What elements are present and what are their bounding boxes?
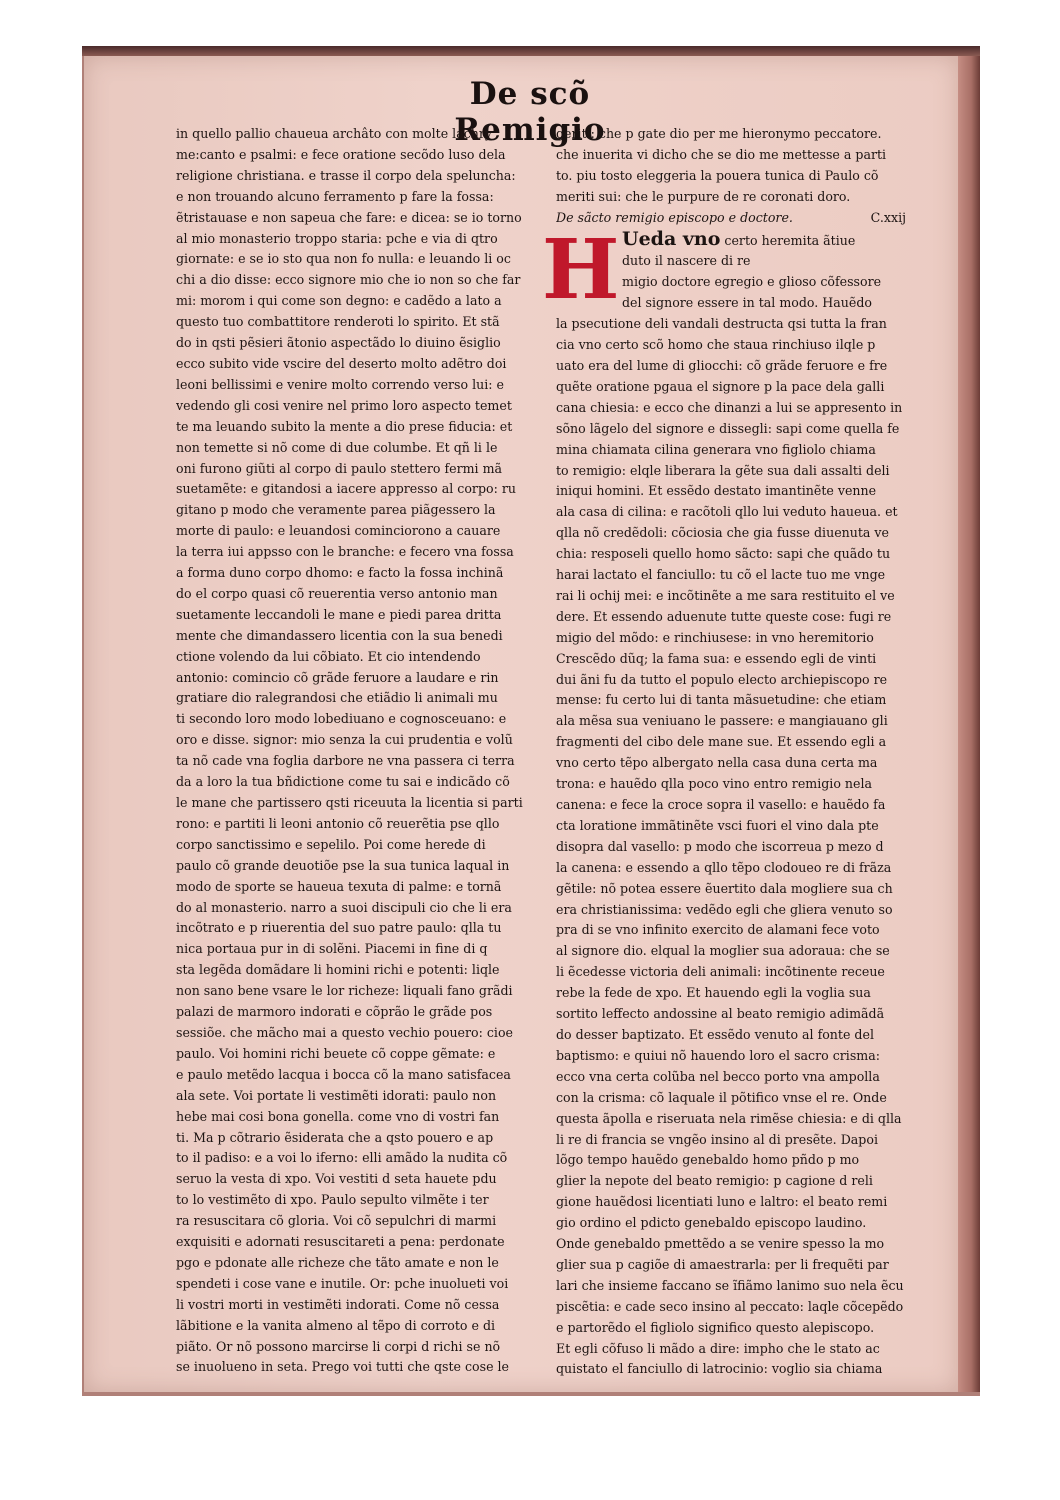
- text-line: quistato el fanciullo di latrocinio: voglio sia chiama: [556, 1361, 883, 1377]
- text-line: piãto. Or nõ possono marcirse li corpi d richi se nõ: [176, 1338, 501, 1354]
- text-line: ala sete. Voi portate li vestimẽti idorati: paulo non: [176, 1087, 497, 1103]
- text-line: ctione volendo da lui cõbiato. Et cio intendendo: [176, 648, 481, 664]
- text-line: gione hauẽdosi licentiati luno e laltro: el beato remi: [556, 1194, 888, 1210]
- text-line: Onde genebaldo pmettẽdo a se venire spesso la mo: [556, 1236, 885, 1252]
- text-line: Et egli cõfuso li mãdo a dire: impho che le stato ac: [556, 1340, 880, 1356]
- running-header: De scõ Remigio: [454, 76, 606, 148]
- text-line: oni furono giũti al corpo di paulo stettero fermi mã: [176, 460, 503, 476]
- opening-line-2: duto il nascere di re: [622, 253, 751, 269]
- text-line: sortito leffecto andossine al beato remigio adimãdã: [556, 1006, 885, 1022]
- text-line: non sano bene vsare le lor richeze: liquali fano grãdi: [176, 983, 513, 999]
- text-line: lãbitione e la vanita almeno al tẽpo di corroto e di: [176, 1317, 496, 1333]
- text-line: le mane che partissero qsti riceuuta la licentia si parti: [176, 795, 523, 810]
- left-column: [176, 124, 526, 1378]
- text-line: era christianissima: vedẽdo egli che gliera venuto so: [556, 901, 893, 917]
- text-line: dui ãni fu da tutto el populo electo archiepiscopo re: [556, 671, 888, 687]
- text-line: spendeti i cose vane e inutile. Or: pche inuolueti voi: [176, 1275, 509, 1291]
- text-line: se inuolueno in seta. Prego voi tutti che qste cose le: [176, 1359, 510, 1375]
- text-line: da a loro la tua bñdictione come tu sai e indicãdo cõ: [176, 774, 510, 790]
- text-line: rai li ochij mei: e incõtinẽte a me sara restituito el ve: [556, 587, 895, 603]
- text-line: glier la nepote del beato remigio: p cagione d reli: [556, 1173, 873, 1189]
- text-line: gratiare dio ralegrandosi che etiãdio li animali mu: [176, 690, 498, 706]
- text-line: questo tuo combattitore renderoti lo spirito. Et stã: [176, 314, 500, 330]
- right-column: [542, 124, 906, 1380]
- text-line: ti. Ma p cõtrario ẽsiderata che a qsto pouero e ap: [176, 1129, 494, 1145]
- text-line: seruo la vesta di xpo. Voi vestiti d seta hauete pdu: [176, 1171, 497, 1187]
- text-line: nica portaua pur in di solẽni. Piacemi in fine di q: [176, 941, 488, 957]
- text-line: morte di paulo: e leuandosi cominciorono a cauare: [176, 523, 501, 539]
- opening-line-4: del signore essere in tal modo. Hauẽdo: [622, 295, 872, 311]
- text-line: mi: morom i qui come son degno: e cadẽdo a lato a: [176, 293, 502, 309]
- text-line: rebe la fede de xpo. Et hauendo egli la voglia sua: [556, 985, 871, 1001]
- text-line: pgo e pdonate alle richeze che tãto amate e non le: [176, 1254, 499, 1270]
- text-line: iniqui homini. Et essẽdo destato imantinẽte venne: [556, 483, 877, 499]
- text-line: li vostri morti in vestimẽti indorati. Come nõ cessa: [176, 1296, 500, 1312]
- text-line: lari che insieme faccano se ĩfiãmo lanimo suo nela ẽcu: [556, 1277, 904, 1293]
- text-line: vno certo tẽpo albergato nella casa duna certa ma: [556, 755, 878, 771]
- text-line: religione christiana. e trasse il corpo dela speluncha:: [176, 167, 516, 183]
- text-line: sta legẽda domãdare li homini richi e potenti: liqle: [176, 962, 500, 978]
- drop-capital: H: [542, 221, 620, 318]
- text-line: cta loratione immãtinẽte vsci fuori el vino dala pte: [556, 817, 879, 833]
- text-line: fragmenti del cibo dele mane sue. Et essendo egli a: [556, 734, 887, 750]
- text-line: baptismo: e quiui nõ hauendo loro el sacro crisma:: [556, 1047, 880, 1063]
- text-line: qlla nõ credẽdoli: cõciosia che gia fusse diuenuta ve: [556, 525, 890, 541]
- text-line: ala casa di cilina: e racõtoli qllo lui veduto haueua. et: [556, 504, 898, 520]
- text-line: ẽtristauase e non sapeua che fare: e dicea: se io torno: [176, 209, 522, 225]
- text-line: me:canto e psalmi: e fece oratione secõdo luso dela: [176, 146, 506, 162]
- text-line: non temette si nõ come di due columbe. Et qñ li le: [176, 439, 498, 455]
- opening-tail-0: certo heremita ãtiue: [724, 232, 856, 248]
- text-line: con la crisma: cõ laquale il põtifico vnse el re. Onde: [556, 1089, 887, 1105]
- text-line: ti secondo loro modo lobediuano e cognosceuano: e: [176, 711, 507, 727]
- text-line: sessiõe. che mãcho mai a questo vechio pouero: cioe: [176, 1024, 513, 1040]
- text-line: questa ãpolla e riseruata nela rimẽse chiesia: e di qlla: [556, 1110, 902, 1126]
- text-line: exquisiti e adornati resuscitareti a pena: perdonate: [176, 1234, 505, 1250]
- text-line: to il padiso: e a voi lo iferno: elli amãdo la nudita cõ: [176, 1150, 508, 1166]
- text-line: dere. Et essendo aduenute tutte queste cose: fugi re: [556, 608, 892, 624]
- text-line: la terra iui appsso con le branche: e fecero vna fossa: [176, 544, 514, 560]
- chapter-number: C.xxij: [870, 209, 906, 225]
- text-line: suetamẽte: e gitandosi a iacere appresso al corpo: ru: [176, 481, 516, 497]
- text-line: do desser baptizato. Et essẽdo venuto al fonte del: [556, 1026, 874, 1042]
- text-line: rono: e partiti li leoni antonio cõ reuerẽtia pse qllo: [176, 815, 500, 831]
- text-line: te ma leuando subito la mente a dio prese fiducia: et: [176, 418, 513, 434]
- text-line: la canena: e essendo a qllo tẽpo clodoueo re di frãza: [556, 859, 892, 875]
- text-line: mense: fu certo lui di tanta mãsuetudine: che etiam: [556, 692, 887, 708]
- text-line: al signore dio. elqual la moglier sua adoraua: che se: [556, 943, 890, 959]
- text-line: li ẽcedesse victoria deli animali: incõtinente receue: [556, 964, 885, 980]
- text-line: canena: e fece la croce sopra il vasello: e hauẽdo fa: [556, 797, 886, 812]
- text-line: pra di se vno infinito exercito de alamani fece voto: [556, 922, 880, 938]
- text-line: in quello pallio chaueua archâto con molte lachry: [176, 126, 493, 141]
- text-line: paulo. Voi homini richi beuete cõ coppe gẽmate: e: [176, 1045, 496, 1061]
- text-line: mina chiamata cilina generara vno figliolo chiama: [556, 441, 876, 457]
- text-line: chi a dio disse: ecco signore mio che io non so che far: [176, 272, 521, 288]
- text-line: meriti sui: che le purpure de re coronati doro.: [556, 188, 851, 204]
- text-line: sõno lãgelo del signore e dissegli: sapi come quella fe: [556, 420, 900, 436]
- text-line: e partorẽdo el figliolo significo questo alepiscopo.: [556, 1319, 875, 1335]
- chapter-heading-text: De sãcto remigio episcopo e doctore.: [556, 209, 793, 225]
- text-line: vedendo gli cosi venire nel primo loro aspecto temet: [176, 397, 512, 413]
- text-line: geriti: che p gate dio per me hieronymo peccatore.: [556, 126, 882, 141]
- text-line: incõtrato e p riuerentia del suo patre paulo: qlla tu: [176, 920, 502, 936]
- text-line: paulo cõ grande deuotiõe pse la sua tunica laqual in: [176, 857, 510, 873]
- text-line: do el corpo quasi cõ reuerentia verso antonio man: [176, 585, 498, 601]
- text-line: ecco vna certa colũba nel becco porto vna ampolla: [556, 1068, 880, 1084]
- text-line: disopra dal vasello: p modo che iscorreua p mezo d: [556, 838, 884, 854]
- text-line: corpo sanctissimo e sepelilo. Poi come herede di: [176, 836, 486, 852]
- text-line: quẽte oratione pgaua el signore p la pace dela galli: [556, 378, 885, 394]
- opening-line-3: migio doctore egregio e glioso cõfessore: [622, 274, 882, 290]
- text-line: a forma duno corpo dhomo: e facto la fossa inchinã: [176, 565, 504, 581]
- text-line: piscẽtia: e cade seco insino al peccato: laqle cõcepẽdo: [556, 1298, 904, 1314]
- text-line: do in qsti pẽsieri ãtonio aspectãdo lo diuino ẽsiglio: [176, 335, 501, 351]
- text-line: cia vno certo scõ homo che staua rinchiuso ilqle p: [556, 337, 876, 353]
- opening-words: Ueda vno: [622, 228, 721, 250]
- text-line: trona: e hauẽdo qlla poco vino entro remigio nela: [556, 776, 873, 792]
- text-line: harai lactato el fanciullo: tu cõ el lacte tuo me vnge: [556, 567, 886, 583]
- text-line: e paulo metẽdo lacqua i bocca cõ la mano satisfacea: [176, 1066, 511, 1082]
- text-line: to remigio: elqle liberara la gẽte sua dali assalti deli: [556, 462, 890, 478]
- text-line: mente che dimandassero licentia con la sua benedi: [176, 627, 503, 643]
- text-line: giornate: e se io sto qua non fo nulla: e leuando li oc: [176, 251, 511, 267]
- text-line: glier sua p cagiõe di amaestrarla: per li frequẽti par: [556, 1256, 889, 1272]
- text-line: Crescẽdo dũq; la fama sua: e essendo egli de vinti: [556, 650, 877, 666]
- text-line: to. piu tosto eleggeria la pouera tunica di Paulo cõ: [556, 167, 879, 183]
- text-line: chia: resposeli quello homo sãcto: sapi che quãdo tu: [556, 546, 891, 562]
- text-line: gio ordino el pdicto genebaldo episcopo laudino.: [556, 1215, 867, 1231]
- text-line: modo de sporte se haueua texuta di palme: e tornã: [176, 878, 502, 894]
- text-line: cana chiesia: e ecco che dinanzi a lui se appresento in: [556, 399, 903, 415]
- text-line: che inuerita vi dicho che se dio me mettesse a parti: [556, 146, 887, 162]
- text-line: hebe mai cosi bona gonella. come vno di vostri fan: [176, 1108, 500, 1124]
- text-line: do al monasterio. narro a suoi discipuli cio che li era: [176, 899, 512, 915]
- book-top-edge: [82, 46, 980, 56]
- text-line: al mio monasterio troppo staria: pche e via di qtro: [176, 230, 498, 246]
- text-line: ta nõ cade vna foglia darbore ne vna passera ci terra: [176, 753, 515, 769]
- text-line: uato era del lume di gliocchi: cõ grãde feruore e fre: [556, 357, 888, 373]
- text-line: leoni bellissimi e venire molto correndo verso lui: e: [176, 376, 504, 392]
- text-line: oro e disse. signor: mio senza la cui prudentia e volũ: [176, 732, 513, 748]
- text-line: la psecutione deli vandali destructa qsi tutta la fran: [556, 316, 887, 332]
- text-line: gitano p modo che veramente parea piãgessero la: [176, 502, 496, 518]
- text-line: suetamente leccandoli le mane e piedi parea dritta: [176, 606, 502, 622]
- text-line: ra resuscitara cõ gloria. Voi cõ sepulchri di marmi: [176, 1213, 497, 1229]
- text-line: to lo vestimẽto di xpo. Paulo sepulto vilmẽte i ter: [176, 1192, 489, 1208]
- text-line: migio del mõdo: e rinchiusese: in vno heremitorio: [556, 629, 874, 645]
- text-line: antonio: comincio cõ grãde feruore a laudare e rin: [176, 669, 499, 685]
- text-line: li re di francia se vngẽo insino al di presẽte. Dapoi: [556, 1131, 878, 1147]
- text-line: ecco subito vide vscire del deserto molto adẽtro doi: [176, 355, 507, 371]
- text-line: ala mẽsa sua veniuano le passere: e mangiauano gli: [556, 713, 888, 729]
- text-line: e non trouando alcuno ferramento p fare la fossa:: [176, 188, 494, 204]
- chapter-opening: [542, 221, 906, 318]
- text-line: lõgo tempo hauẽdo genebaldo homo pñdo p mo: [556, 1152, 860, 1168]
- text-line: palazi de marmoro indorati e cõprão le grãde pos: [176, 1004, 493, 1020]
- book-right-edge: [958, 56, 980, 1392]
- text-line: gẽtile: nõ potea essere ẽuertito dala mogliere sua ch: [556, 880, 893, 896]
